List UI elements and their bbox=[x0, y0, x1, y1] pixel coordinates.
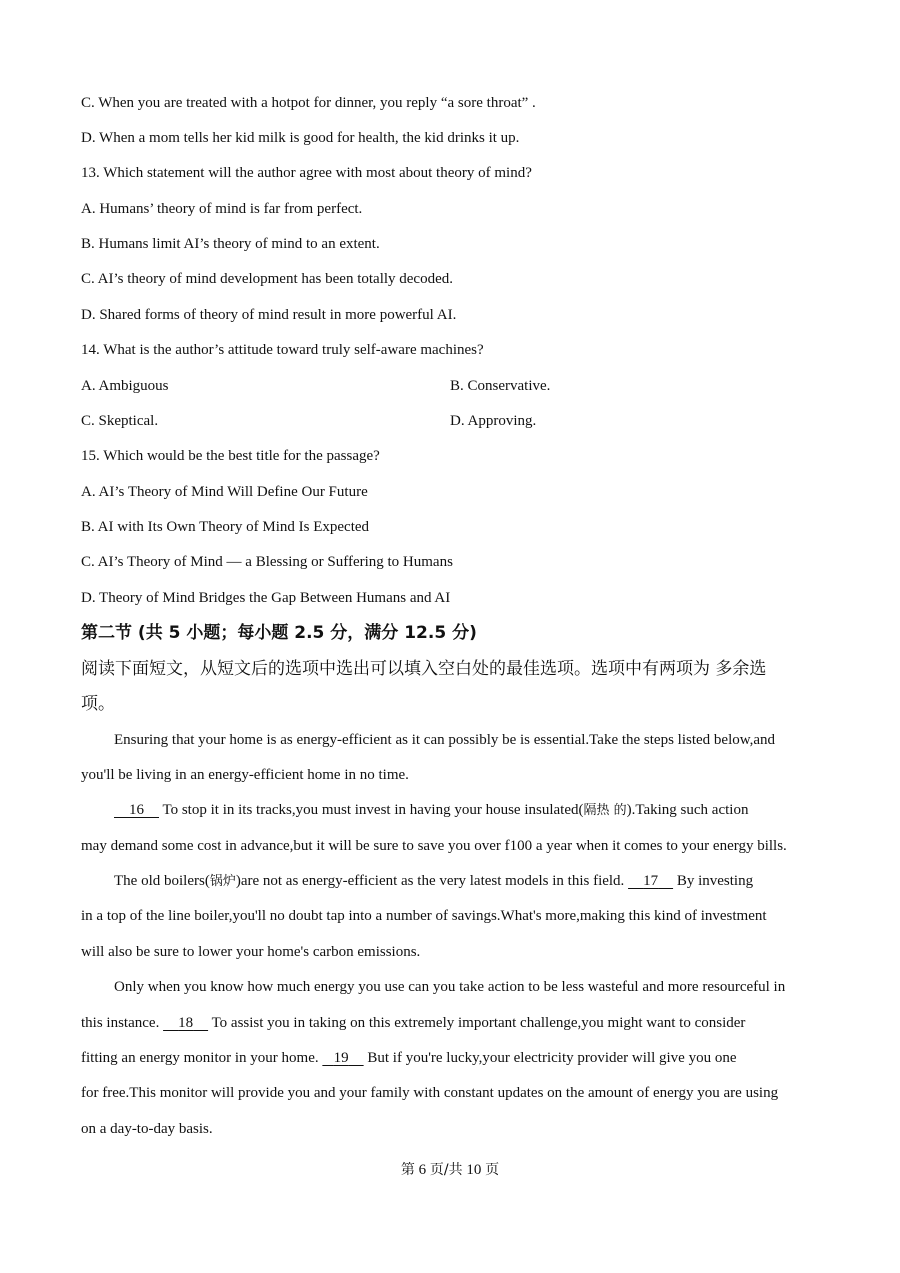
footer-suffix: 页 bbox=[485, 1162, 500, 1178]
q14-option-c: C. Skeptical. bbox=[81, 413, 159, 429]
passage-p3-text-a: The old boilers( bbox=[114, 873, 210, 889]
passage-p3-text-b: )are not as energy-efficient as the very latest models in this field. bbox=[235, 873, 625, 889]
q15-stem: 15. Which would be the best title for the passage? bbox=[81, 448, 380, 464]
passage-p1-line1: Ensuring that your home is as energy-efficient as it can possibly be is essential.Take the steps listed below,and bbox=[114, 732, 776, 748]
blank-17[interactable]: 17 bbox=[643, 873, 659, 889]
q15-option-c: C. AI’s Theory of Mind — a Blessing or Suffering to Humans bbox=[81, 554, 453, 570]
footer-page-number: 6 bbox=[418, 1162, 427, 1178]
q13-stem: 13. Which statement will the author agree with most about theory of mind? bbox=[81, 165, 532, 181]
footer-prefix: 第 bbox=[400, 1162, 415, 1178]
q13-option-a: A. Humans’ theory of mind is far from perfect. bbox=[81, 201, 363, 217]
footer-page-total: 10 bbox=[466, 1162, 482, 1178]
q13-option-b: B. Humans limit AI’s theory of mind to an extent. bbox=[81, 236, 380, 252]
passage-p4-text-a: this instance. bbox=[81, 1015, 160, 1031]
section-instruction-line2: 项。 bbox=[81, 694, 115, 714]
q14-option-a: A. Ambiguous bbox=[81, 378, 169, 394]
q13-option-d: D. Shared forms of theory of mind result in more powerful AI. bbox=[81, 307, 457, 323]
section-instruction-line1: 阅读下面短文，从短文后的选项中选出可以填入空白处的最佳选项。选项中有两项为 多余选 bbox=[81, 659, 767, 679]
q14-stem: 14. What is the author’s attitude toward truly self-aware machines? bbox=[81, 342, 484, 358]
passage-p3-zh-gloss: 锅炉 bbox=[209, 874, 236, 889]
passage-p4-line1: Only when you know how much energy you use can you take action to be less wasteful and more resourceful in bbox=[114, 979, 786, 995]
q14-option-d: D. Approving. bbox=[450, 413, 537, 429]
q15-option-d: D. Theory of Mind Bridges the Gap Between Humans and AI bbox=[81, 590, 451, 606]
passage-p4-line3 bbox=[81, 1048, 821, 1068]
q15-option-b: B. AI with Its Own Theory of Mind Is Expected bbox=[81, 519, 370, 535]
q14-option-b: B. Conservative. bbox=[450, 378, 551, 394]
q13-option-c: C. AI’s theory of mind development has been totally decoded. bbox=[81, 271, 453, 287]
footer-middle: 页/共 bbox=[429, 1162, 463, 1178]
passage-p3-text-c: By investing bbox=[676, 873, 754, 889]
passage-p2-zh-gloss: 隔热 的 bbox=[583, 803, 627, 818]
passage-p4-line5: on a day-to-day basis. bbox=[81, 1121, 213, 1137]
passage-p3-line1 bbox=[81, 871, 854, 892]
q15-option-a: A. AI’s Theory of Mind Will Define Our Future bbox=[81, 484, 368, 500]
blank-16[interactable]: 16 bbox=[129, 802, 144, 818]
passage-p2-line2: may demand some cost in advance,but it will be sure to save you over f100 a year when it comes to your energy bills. bbox=[81, 838, 787, 854]
section-heading: 第二节 (共 5 小题；每小题 2.5 分，满分 12.5 分) bbox=[81, 623, 477, 643]
passage-p2-line1 bbox=[81, 800, 854, 821]
q12-option-c: C. When you are treated with a hotpot for dinner, you reply “a sore throat” . bbox=[81, 95, 536, 111]
q12-option-d: D. When a mom tells her kid milk is good for health, the kid drinks it up. bbox=[81, 130, 520, 146]
page-footer bbox=[0, 1160, 900, 1180]
passage-p2-text-end: ).Taking such action bbox=[626, 802, 749, 818]
blank-19[interactable]: 19 bbox=[333, 1050, 349, 1066]
passage-p4-text-c: fitting an energy monitor in your home. bbox=[81, 1050, 319, 1066]
passage-p1-line2: you'll be living in an energy-efficient home in no time. bbox=[81, 767, 409, 783]
passage-p4-text-d: But if you're lucky,your electricity provider will give you one bbox=[367, 1050, 737, 1066]
passage-p2-text: To stop it in its tracks,you must invest in having your house insulated( bbox=[162, 802, 584, 818]
blank-18[interactable]: 18 bbox=[178, 1015, 194, 1031]
passage-p4-text-b: To assist you in taking on this extremely important challenge,you might want to consider bbox=[211, 1015, 746, 1031]
passage-p3-line2: in a top of the line boiler,you'll no doubt tap into a number of savings.What's more,making this kind of investment bbox=[81, 908, 767, 924]
passage-p3-line3: will also be sure to lower your home's carbon emissions. bbox=[81, 944, 421, 960]
passage-p4-line2 bbox=[81, 1013, 821, 1033]
passage-p4-line4: for free.This monitor will provide you and your family with constant updates on the amount of energy you are using bbox=[81, 1085, 779, 1101]
